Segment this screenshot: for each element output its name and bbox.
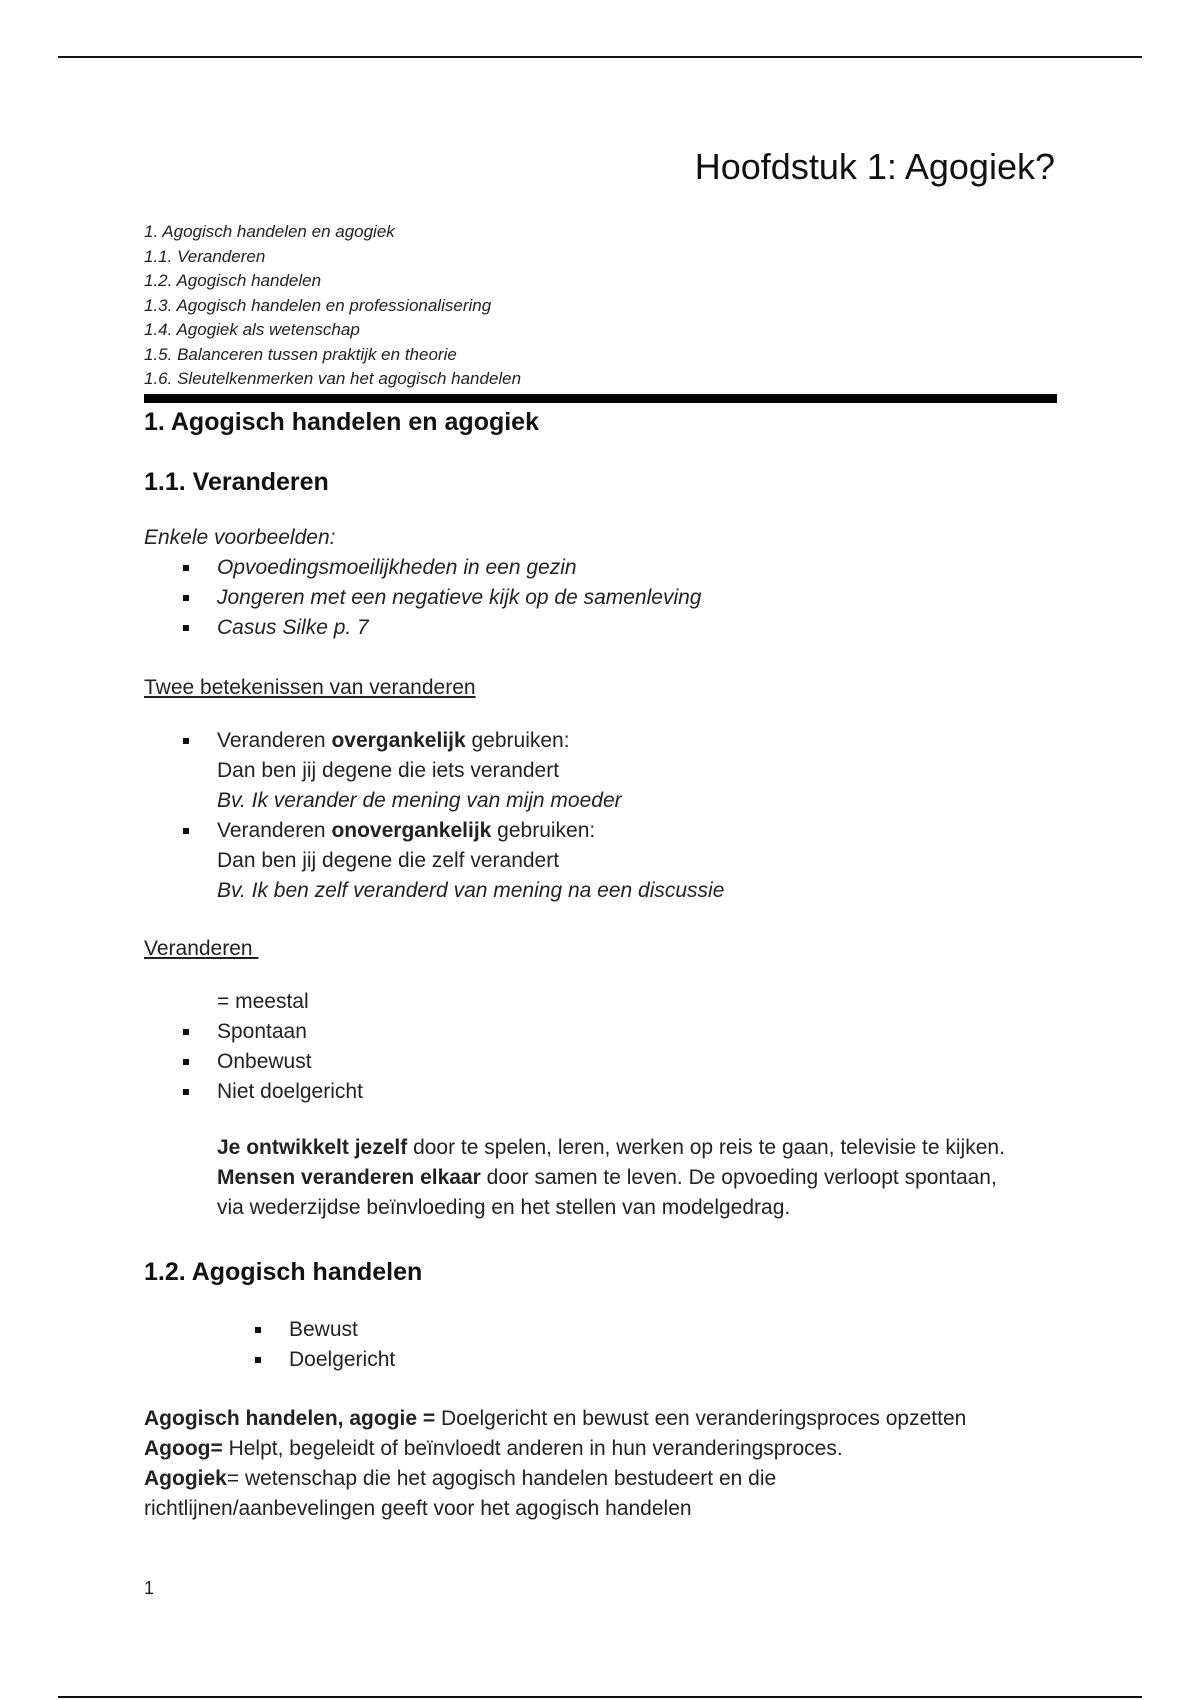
footer-rule: [58, 1696, 1142, 1698]
list-item: Spontaan: [217, 1017, 363, 1047]
meestal-label: = meestal: [217, 990, 309, 1013]
examples-intro: Enkele voorbeelden:: [144, 526, 336, 549]
toc-item[interactable]: 1.4. Agogiek als wetenschap: [144, 320, 360, 339]
list-item: Veranderen overgankelijk gebruiken: Dan ben jij degene die iets verandert Bv. Ik verander de mening van mijn moeder: [217, 726, 724, 816]
bullet-icon: [183, 1089, 189, 1095]
bullet-icon: [183, 565, 189, 571]
list-item: Bewust: [289, 1315, 395, 1345]
heading-section-1: 1. Agogisch handelen en agogiek: [144, 408, 539, 436]
toc-item[interactable]: 1.3. Agogisch handelen en professionalisering: [144, 295, 492, 315]
list-item: Niet doelgericht: [217, 1077, 363, 1107]
toc-item[interactable]: 1.1. Veranderen: [144, 246, 266, 266]
toc-item[interactable]: 1. Agogisch handelen en agogiek: [144, 222, 395, 241]
heading-section-1-1: 1.1. Veranderen: [144, 468, 329, 496]
two-meanings-title: Twee betekenissen van veranderen: [144, 676, 476, 699]
list-item: Casus Silke p. 7: [217, 613, 701, 643]
examples-list: [217, 553, 701, 643]
page-title: Hoofdstuk 1: Agogiek?: [694, 146, 1055, 187]
agogisch-traits-list: [289, 1315, 395, 1375]
bullet-icon: [183, 828, 189, 834]
meanings-list: [217, 726, 724, 906]
header-rule: [58, 56, 1142, 58]
heading-section-1-2: 1.2. Agogisch handelen: [144, 1258, 423, 1286]
list-item: Doelgericht: [289, 1345, 395, 1375]
list-item: Veranderen onovergankelijk gebruiken: Dan ben jij degene die zelf verandert Bv. Ik ben zelf veranderd van mening na een discussie: [217, 816, 724, 906]
toc-item[interactable]: 1.2. Agogisch handelen: [144, 271, 322, 290]
bullet-icon: [183, 738, 189, 744]
bullet-icon: [183, 1029, 189, 1035]
veranderen-title: Veranderen: [144, 937, 259, 960]
list-item: Opvoedingsmoeilijkheden in een gezin: [217, 553, 701, 583]
development-paragraph: Je ontwikkelt jezelf door te spelen, leren, werken op reis te gaan, televisie te kijken. Mensen veranderen elkaar door samen te leven. De opvoeding verloopt spontaan, via wederzijdse beïnvloeding en het stellen van modelgedrag.: [217, 1136, 1005, 1219]
page-number: 1: [144, 1578, 155, 1598]
list-item: Jongeren met een negatieve kijk op de samenleving: [217, 583, 701, 613]
table-of-contents: [144, 220, 521, 392]
bullet-icon: [255, 1327, 261, 1333]
bullet-icon: [183, 595, 189, 601]
traits-list: [217, 1017, 363, 1107]
bullet-icon: [183, 1059, 189, 1065]
definitions: Agogisch handelen, agogie = Doelgericht en bewust een veranderingsproces opzetten Agoog= Helpt, begeleidt of beïnvloedt anderen in hun veranderingsproces. Agogiek= wetenschap die het agogisch handelen bestudeert en die richtlijnen/aanbevelingen geeft voor het agogisch handelen: [144, 1407, 967, 1520]
toc-item[interactable]: 1.5. Balanceren tussen praktijk en theorie: [144, 344, 457, 364]
list-item: Onbewust: [217, 1047, 363, 1077]
toc-item[interactable]: 1.6. Sleutelkenmerken van het agogisch handelen: [144, 369, 522, 388]
bullet-icon: [183, 625, 189, 631]
toc-divider: [144, 394, 1057, 403]
bullet-icon: [255, 1357, 261, 1363]
